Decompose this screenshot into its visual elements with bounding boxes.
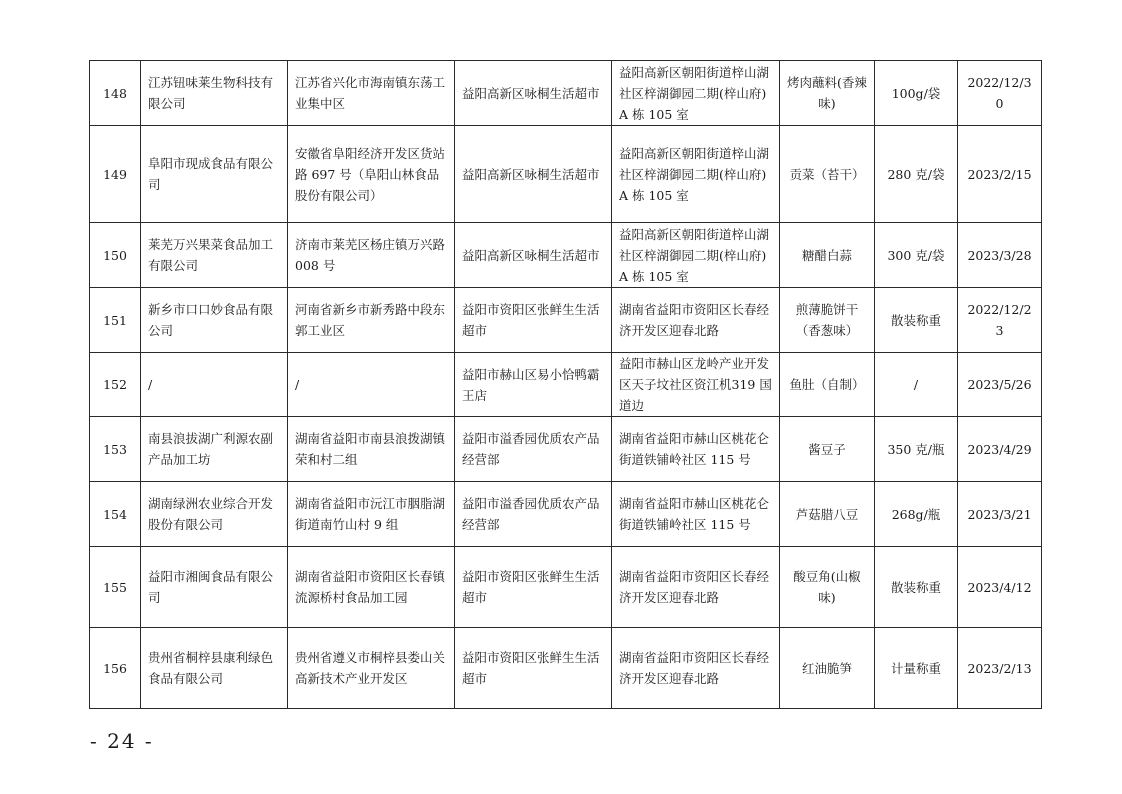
manufacturer-cell: 莱芜万兴果菜食品加工有限公司: [141, 223, 288, 288]
production-date-cell: 2023/5/26: [958, 353, 1042, 417]
row-number-cell: 155: [90, 547, 141, 628]
manufacturer-address-cell: 贵州省遵义市桐梓县娄山关高新技术产业开发区: [288, 628, 455, 709]
product-name-cell: 鱼肚（自制）: [780, 353, 875, 417]
table-body: [90, 61, 1042, 709]
page-number: - 24 -: [90, 729, 154, 753]
row-number-cell: 151: [90, 288, 141, 353]
sampling-results-table: [89, 60, 1042, 709]
manufacturer-address-cell: 湖南省益阳市南县浪拨湖镇荣和村二组: [288, 417, 455, 482]
specification-cell: 300 克/袋: [875, 223, 958, 288]
store-address-cell: 益阳高新区朝阳街道梓山湖社区梓湖御园二期(梓山府)A 栋 105 室: [612, 126, 780, 223]
sampled-store-cell: 益阳市溢香园优质农产品经营部: [455, 417, 612, 482]
row-number-cell: 152: [90, 353, 141, 417]
sampled-store-cell: 益阳市资阳区张鲜生生活超市: [455, 547, 612, 628]
manufacturer-cell: 湖南绿洲农业综合开发股份有限公司: [141, 482, 288, 547]
specification-cell: /: [875, 353, 958, 417]
specification-cell: 散装称重: [875, 547, 958, 628]
manufacturer-address-cell: 江苏省兴化市海南镇东荡工业集中区: [288, 61, 455, 126]
manufacturer-cell: 阜阳市现成食品有限公司: [141, 126, 288, 223]
store-address-cell: 湖南省益阳市赫山区桃花仑街道铁铺岭社区 115 号: [612, 417, 780, 482]
manufacturer-address-cell: 河南省新乡市新秀路中段东郭工业区: [288, 288, 455, 353]
product-name-cell: 烤肉蘸料(香辣味): [780, 61, 875, 126]
sampled-store-cell: 益阳市溢香园优质农产品经营部: [455, 482, 612, 547]
production-date-cell: 2022/12/30: [958, 61, 1042, 126]
store-address-cell: 湖南省益阳市资阳区长春经济开发区迎春北路: [612, 288, 780, 353]
manufacturer-address-cell: 安徽省阜阳经济开发区货站路 697 号（阜阳山林食品股份有限公司）: [288, 126, 455, 223]
row-number-cell: 154: [90, 482, 141, 547]
product-name-cell: 糖醋白蒜: [780, 223, 875, 288]
production-date-cell: 2023/2/13: [958, 628, 1042, 709]
product-name-cell: 煎薄脆饼干（香葱味）: [780, 288, 875, 353]
manufacturer-address-cell: 湖南省益阳市资阳区长春镇流源桥村食品加工园: [288, 547, 455, 628]
production-date-cell: 2023/3/28: [958, 223, 1042, 288]
table-row: [90, 417, 1042, 482]
row-number-cell: 156: [90, 628, 141, 709]
sampled-store-cell: 益阳市资阳区张鲜生生活超市: [455, 288, 612, 353]
manufacturer-address-cell: 济南市莱芜区杨庄镇万兴路 008 号: [288, 223, 455, 288]
table-row: [90, 353, 1042, 417]
store-address-cell: 益阳市赫山区龙岭产业开发区天子坟社区资江机319 国道边: [612, 353, 780, 417]
table-row: [90, 126, 1042, 223]
row-number-cell: 150: [90, 223, 141, 288]
row-number-cell: 153: [90, 417, 141, 482]
production-date-cell: 2023/4/12: [958, 547, 1042, 628]
manufacturer-cell: 南县浪拔湖广利源农副产品加工坊: [141, 417, 288, 482]
manufacturer-cell: 江苏钮味莱生物科技有限公司: [141, 61, 288, 126]
specification-cell: 计量称重: [875, 628, 958, 709]
store-address-cell: 湖南省益阳市资阳区长春经济开发区迎春北路: [612, 628, 780, 709]
specification-cell: 280 克/袋: [875, 126, 958, 223]
manufacturer-address-cell: 湖南省益阳市沅江市胭脂湖街道南竹山村 9 组: [288, 482, 455, 547]
sampled-store-cell: 益阳高新区咏桐生活超市: [455, 61, 612, 126]
manufacturer-cell: /: [141, 353, 288, 417]
row-number-cell: 149: [90, 126, 141, 223]
table-row: [90, 223, 1042, 288]
specification-cell: 散装称重: [875, 288, 958, 353]
production-date-cell: 2022/12/23: [958, 288, 1042, 353]
specification-cell: 100g/袋: [875, 61, 958, 126]
specification-cell: 268g/瓶: [875, 482, 958, 547]
table-row: [90, 61, 1042, 126]
store-address-cell: 益阳高新区朝阳街道梓山湖社区梓湖御园二期(梓山府)A 栋 105 室: [612, 61, 780, 126]
manufacturer-cell: 贵州省桐梓县康利绿色食品有限公司: [141, 628, 288, 709]
product-name-cell: 酸豆角(山椒味): [780, 547, 875, 628]
table-row: [90, 288, 1042, 353]
row-number-cell: 148: [90, 61, 141, 126]
manufacturer-cell: 新乡市口口妙食品有限公司: [141, 288, 288, 353]
product-name-cell: 贡菜（苔干）: [780, 126, 875, 223]
store-address-cell: 益阳高新区朝阳街道梓山湖社区梓湖御园二期(梓山府)A 栋 105 室: [612, 223, 780, 288]
product-name-cell: 芦菇腊八豆: [780, 482, 875, 547]
sampled-store-cell: 益阳高新区咏桐生活超市: [455, 223, 612, 288]
production-date-cell: 2023/2/15: [958, 126, 1042, 223]
store-address-cell: 湖南省益阳市赫山区桃花仑街道铁铺岭社区 115 号: [612, 482, 780, 547]
table-row: [90, 547, 1042, 628]
sampled-store-cell: 益阳高新区咏桐生活超市: [455, 126, 612, 223]
sampled-store-cell: 益阳市资阳区张鲜生生活超市: [455, 628, 612, 709]
sampled-store-cell: 益阳市赫山区易小恰鸭霸王店: [455, 353, 612, 417]
manufacturer-address-cell: /: [288, 353, 455, 417]
product-name-cell: 酱豆子: [780, 417, 875, 482]
store-address-cell: 湖南省益阳市资阳区长春经济开发区迎春北路: [612, 547, 780, 628]
table-row: [90, 482, 1042, 547]
specification-cell: 350 克/瓶: [875, 417, 958, 482]
production-date-cell: 2023/4/29: [958, 417, 1042, 482]
table-row: [90, 628, 1042, 709]
manufacturer-cell: 益阳市湘闽食品有限公司: [141, 547, 288, 628]
product-name-cell: 红油脆笋: [780, 628, 875, 709]
production-date-cell: 2023/3/21: [958, 482, 1042, 547]
